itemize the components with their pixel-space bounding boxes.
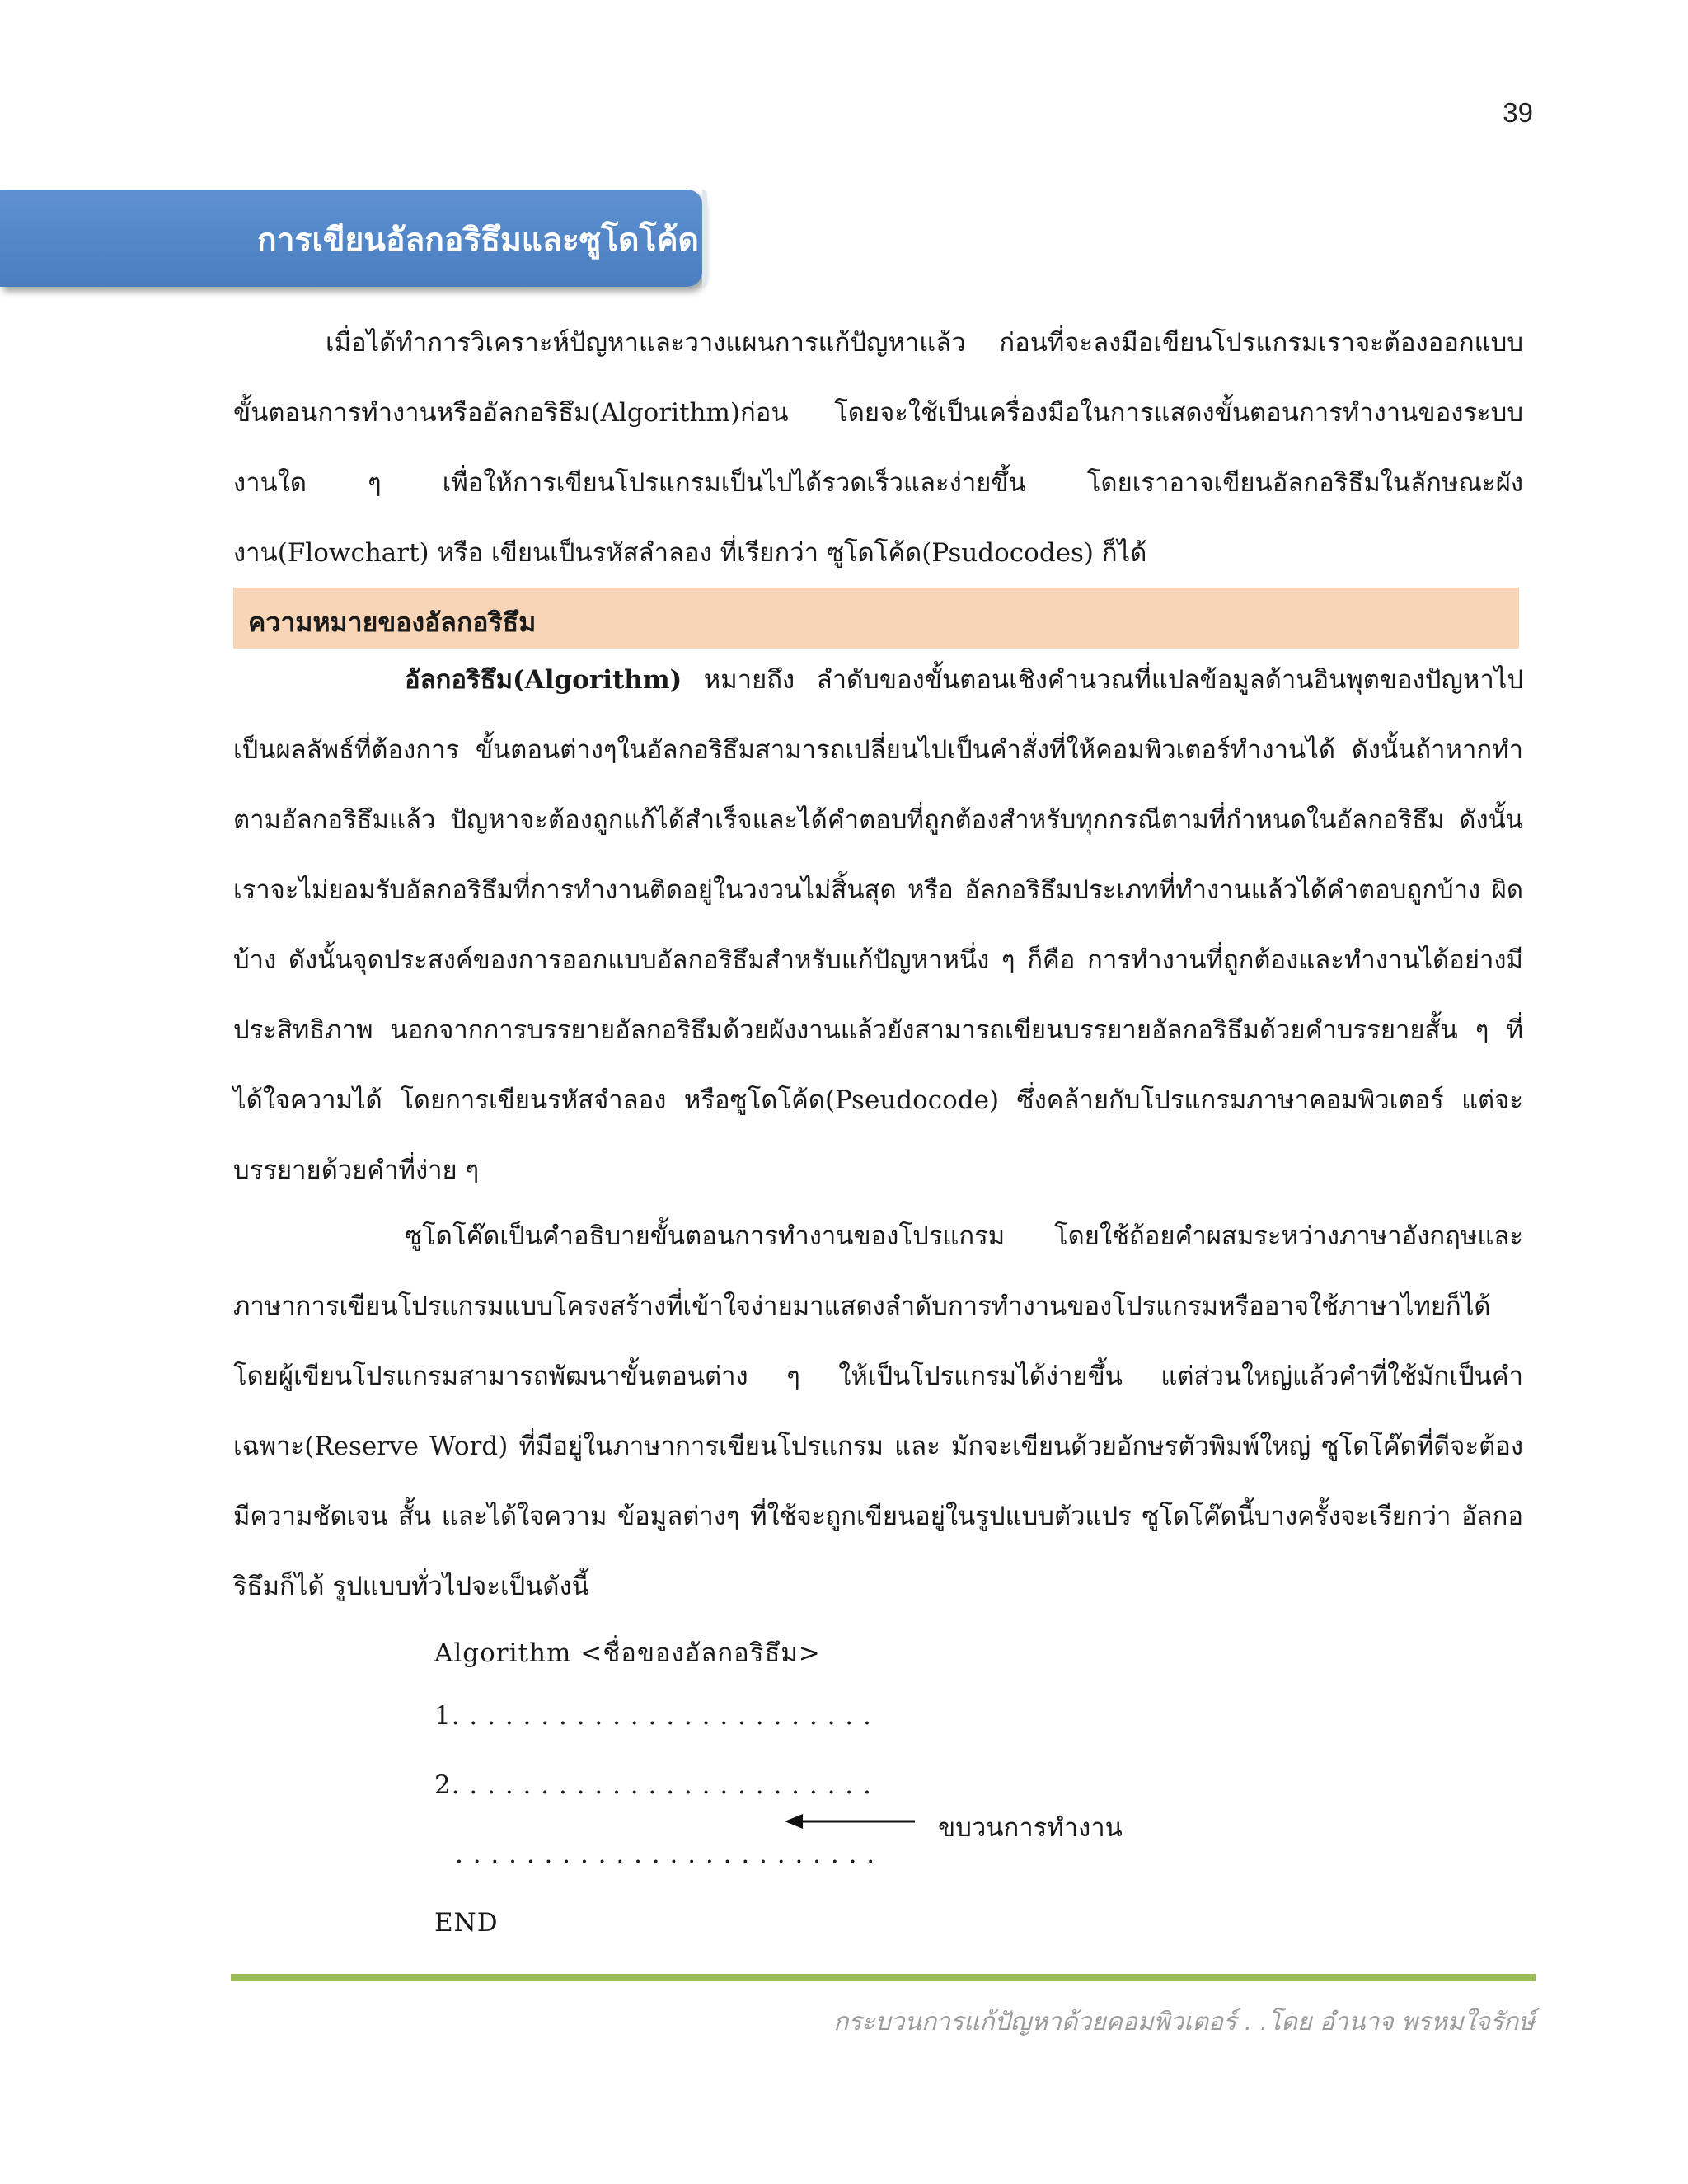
- pseudocode-paragraph: ซูโดโค๊ดเป็นคำอธิบายขั้นตอนการทำงานของโปรแกรม โดยใช้ถ้อยคำผสมระหว่างภาษาอังกฤษและภาษาการเขียนโปรแกรมแบบโครงสร้างที่เข้าใจง่ายมาแสดงลำดับการทำงานของโปรแกรมหรืออาจใช้ภาษาไทยก็ได้ โดยผู้เขียนโปรแกรมสามารถพัฒนาขั้นตอนต่าง ๆ ให้เป็นโปรแกรมได้ง่ายขึ้น แต่ส่วนใหญ่แล้วคำที่ใช้มักเป็นคำเฉพาะ(Reserve Word) ที่มีอยู่ในภาษาการเขียนโปรแกรม และ มักจะเขียนด้วยอักษรตัวพิมพ์ใหญ่ ซูโดโค๊ดที่ดีจะต้องมีความชัดเจน สั้น และได้ใจความ ข้อมูลต่างๆ ที่ใช้จะถูกเขียนอยู่ในรูปแบบตัวแปร ซูโดโค๊ดนี้บางครั้งจะเรียกว่า อัลกอริธึมก็ได้ รูปแบบทั่วไปจะเป็นดังนี้: [233, 1221, 1523, 1601]
- page-title: การเขียนอัลกอริธึมและซูโดโค้ด: [257, 221, 699, 259]
- algorithm-end: END: [434, 1908, 499, 1938]
- process-label: ขบวนการทำงาน: [938, 1813, 1123, 1843]
- footer-divider: [231, 1974, 1536, 1981]
- section-heading-label: ความหมายของอัลกอริธึม: [248, 607, 537, 638]
- algorithm-step-1: 1. . . . . . . . . . . . . . . . . . . . . . . .: [434, 1701, 872, 1731]
- footer-credit: กระบวนการแก้ปัญหาด้วยคอมพิวเตอร์ . .โดย อำนาจ พรหมใจรักษ์: [833, 2008, 1535, 2036]
- definition-text: หมายถึง ลำดับของขั้นตอนเชิงคำนวณที่แปลข้อมูลด้านอินพุตของปัญหาไปเป็นผลลัพธ์ที่ต้องการ ขั้นตอนต่างๆในอัลกอริธึมสามารถเปลี่ยนไปเป็นคำสั่งที่ให้คอมพิวเตอร์ทำงานได้ ดังนั้นถ้าหากทำตามอัลกอริธึมแล้ว ปัญหาจะต้องถูกแก้ได้สำเร็จและได้คำตอบที่ถูกต้องสำหรับทุกกรณีตามที่กำหนดในอัลกอริธึม ดังนั้นเราจะไม่ยอมรับอัลกอริธึมที่การทำงานติดอยู่ในวงวนไม่สิ้นสุด หรือ อัลกอริธึมประเภทที่ทำงานแล้วได้คำตอบถูกบ้าง ผิดบ้าง ดังนั้นจุดประสงค์ของการออกแบบอัลกอริธึมสำหรับแก้ปัญหาหนึ่ง ๆ ก็คือ การทำงานที่ถูกต้องและทำงานได้อย่างมีประสิทธิภาพ นอกจากการบรรยายอัลกอริธึมด้วยผังงานแล้วยังสามารถเขียนบรรยายอัลกอริธึมด้วยคำบรรยายสั้น ๆ ที่ได้ใจความได้ โดยการเขียนรหัสจำลอง หรือซูโดโค้ด(Pseudocode) ซึ่งคล้ายกับโปรแกรมภาษาคอมพิวเตอร์ แต่จะบรรยายด้วยคำที่ง่าย ๆ: [233, 665, 1523, 1185]
- title-banner: [0, 190, 702, 287]
- page-number: 39: [1503, 97, 1533, 128]
- definition-paragraph: [233, 645, 1523, 1206]
- algorithm-step-more: . . . . . . . . . . . . . . . . . . . . . . . .: [455, 1840, 876, 1869]
- intro-paragraph: เมื่อได้ทำการวิเคราะห์ปัญหาและวางแผนการแก้ปัญหาแล้ว ก่อนที่จะลงมือเขียนโปรแกรมเราจะต้องออกแบบขั้นตอนการทำงานหรืออัลกอริธึม(Algorithm)ก่อน โดยจะใช้เป็นเครื่องมือในการแสดงขั้นตอนการทำงานของระบบงานใด ๆ เพื่อให้การเขียนโปรแกรมเป็นไปได้รวดเร็วและง่ายขึ้น โดยเราอาจเขียนอัลกอริธึมในลักษณะผังงาน(Flowchart) หรือ เขียนเป็นรหัสลำลอง ที่เรียกว่า ซูโดโค้ด(Psudocodes) ก็ได้: [233, 328, 1523, 568]
- algorithm-step-2: 2. . . . . . . . . . . . . . . . . . . . . . . .: [434, 1770, 872, 1800]
- definition-term: อัลกอริธึม(Algorithm): [405, 665, 682, 695]
- algorithm-header: Algorithm <ชื่อของอัลกอริธึม>: [434, 1638, 821, 1668]
- left-arrow-icon: [785, 1809, 917, 1834]
- section-heading: [233, 588, 1519, 649]
